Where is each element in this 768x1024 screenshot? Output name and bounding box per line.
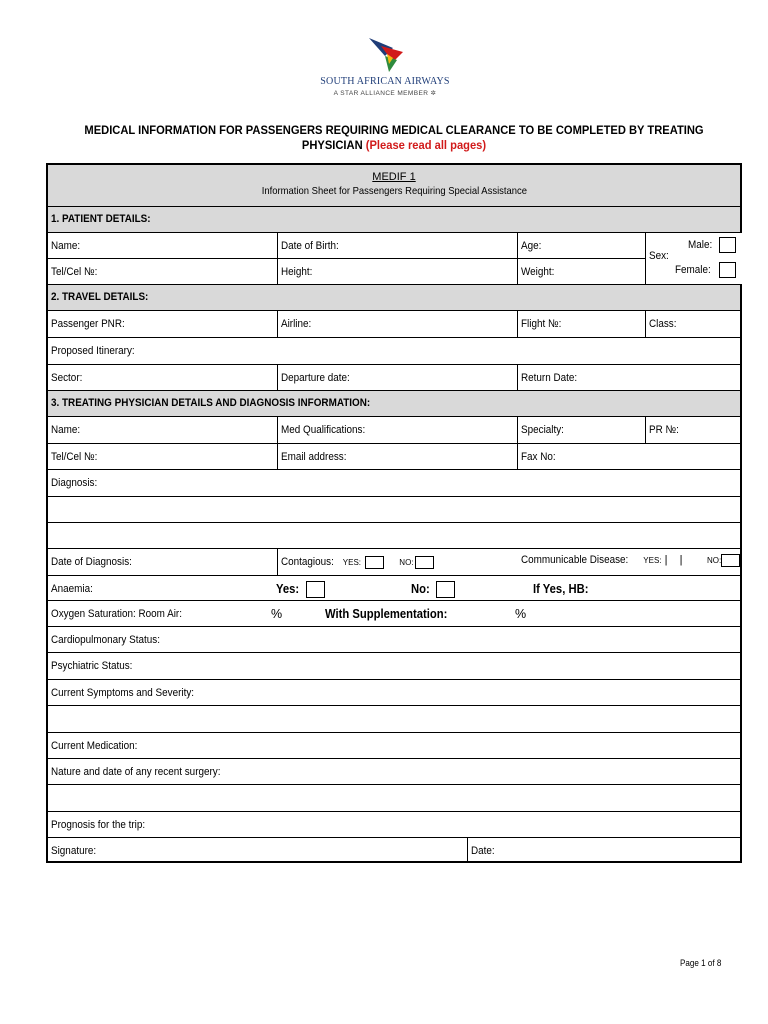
patient-weight-field[interactable]: Weight: [517,259,645,284]
symptoms-field[interactable]: Current Symptoms and Severity: [51,687,195,699]
diagnosis-blank-row-2[interactable] [48,523,740,549]
medication-field[interactable]: Current Medication: [51,740,138,752]
anaemia-yes-option: Yes: [273,576,393,600]
prognosis-row [48,812,740,838]
read-all-notice: (Please read all pages) [365,138,487,152]
physician-tel-field[interactable]: Tel/Cel №: [51,451,98,463]
page-heading [70,123,717,153]
surgery-field[interactable]: Nature and date of any recent surgery: [51,766,221,778]
return-field[interactable]: Return Date: [517,365,740,390]
heading-line1: MEDICAL INFORMATION FOR PASSENGERS REQUIRING MEDICAL CLEARANCE TO BE COMPLETED BY TREATING [84,123,704,137]
patient-tel-field[interactable]: Tel/Cel №: [51,266,98,278]
fax-field[interactable]: Fax No: [517,444,740,469]
medif-title: MEDIF 1 [372,171,416,183]
diagnosis-field[interactable]: Diagnosis: [51,477,98,489]
patient-dob-field[interactable]: Date of Birth: [277,233,517,258]
travel-row-1 [48,311,740,338]
anaemia-label: Anaemia: [51,583,93,595]
email-field[interactable]: Email address: [277,444,517,469]
patient-height-field[interactable]: Height: [277,259,517,284]
medication-row [48,733,740,759]
section-travel-details: 2. TRAVEL DETAILS: [48,285,740,311]
class-field[interactable]: Class: [645,311,742,337]
signature-date-field[interactable]: Date: [467,838,740,863]
psych-field[interactable]: Psychiatric Status: [51,660,133,672]
signature-row [48,838,740,863]
qualifications-field[interactable]: Med Qualifications: [277,417,517,443]
supplementation-field[interactable]: % [515,607,527,621]
cardio-field[interactable]: Cardiopulmonary Status: [51,634,160,646]
patient-age-field[interactable]: Age: [517,233,645,258]
diagnosis-blank-row-1[interactable] [48,497,740,523]
saa-logo [320,36,450,106]
patient-name-field[interactable]: Name: [51,240,81,252]
medif-subtitle: Information Sheet for Passengers Requiring Special Assistance [261,185,527,197]
communicable-no-label: NO: [706,556,722,565]
travel-row-3 [48,365,740,391]
oxygen-room-air-field[interactable]: % [271,607,283,621]
symptoms-blank-row[interactable] [48,706,740,733]
oxygen-room-air-label: Oxygen Saturation: Room Air: [51,608,182,620]
departure-field[interactable]: Departure date: [277,365,517,390]
heading-line2: PHYSICIAN (Please read all pages) [301,138,487,152]
pnr-field[interactable]: Passenger PNR: [51,318,125,330]
signature-field[interactable]: Signature: [51,845,97,857]
saa-tail-icon [363,36,407,74]
anaemia-no-checkbox[interactable] [436,581,455,598]
surgery-row [48,759,740,785]
pr-field[interactable]: PR №: [645,417,742,443]
physician-row-1 [48,417,740,444]
anaemia-row [48,576,740,601]
contagious-field: Contagious: YES: NO: [277,549,517,575]
diagnosis-row [48,470,740,497]
anaemia-yes-checkbox[interactable] [306,581,325,598]
cardio-row [48,627,740,653]
symptoms-row [48,680,740,706]
communicable-field: Communicable Disease: YES: | | NO: [519,549,740,575]
section-physician-details: 3. TREATING PHYSICIAN DETAILS AND DIAGNOSIS INFORMATION: [48,391,740,417]
patient-row-2 [48,259,740,285]
psych-row [48,653,740,680]
date-of-diagnosis-field[interactable]: Date of Diagnosis: [51,556,132,568]
page-number: Page 1 of 8 [680,958,722,968]
contagious-no-label: NO: [399,558,414,567]
prognosis-field[interactable]: Prognosis for the trip: [51,819,146,831]
female-checkbox[interactable] [719,262,736,278]
medif-header [48,165,740,207]
oxygen-row [48,601,740,627]
contagious-yes-checkbox[interactable] [365,556,384,569]
contagious-no-checkbox[interactable] [415,556,434,569]
logo-name: SOUTH AFRICAN AIRWAYS [320,76,450,87]
sex-field [645,233,742,285]
section-patient-details: 1. PATIENT DETAILS: [48,207,740,233]
sector-field[interactable]: Sector: [51,372,83,384]
sex-label: Sex: [649,250,669,262]
physician-name-field[interactable]: Name: [51,424,81,436]
flight-field[interactable]: Flight №: [517,311,645,337]
contagious-yes-label: YES: [342,558,362,567]
diagnosis-date-row [48,549,740,576]
male-option: Male: [688,237,736,253]
anaemia-no-option: No: [408,576,518,600]
logo-alliance: A STAR ALLIANCE MEMBER ✲ [333,90,437,97]
airline-field[interactable]: Airline: [277,311,517,337]
itinerary-row [48,338,740,365]
communicable-no-checkbox[interactable] [721,554,740,567]
physician-row-2 [48,444,740,470]
medif-form [46,163,742,863]
female-option: Female: [675,262,736,278]
itinerary-field[interactable]: Proposed Itinerary: [51,345,135,357]
communicable-yes-label: YES: [643,556,662,565]
male-checkbox[interactable] [719,237,736,253]
hb-field[interactable]: If Yes, HB: [533,582,589,596]
surgery-blank-row[interactable] [48,785,740,812]
supplementation-label: With Supplementation: [325,607,448,621]
patient-row-1 [48,233,740,259]
specialty-field[interactable]: Specialty: [517,417,645,443]
